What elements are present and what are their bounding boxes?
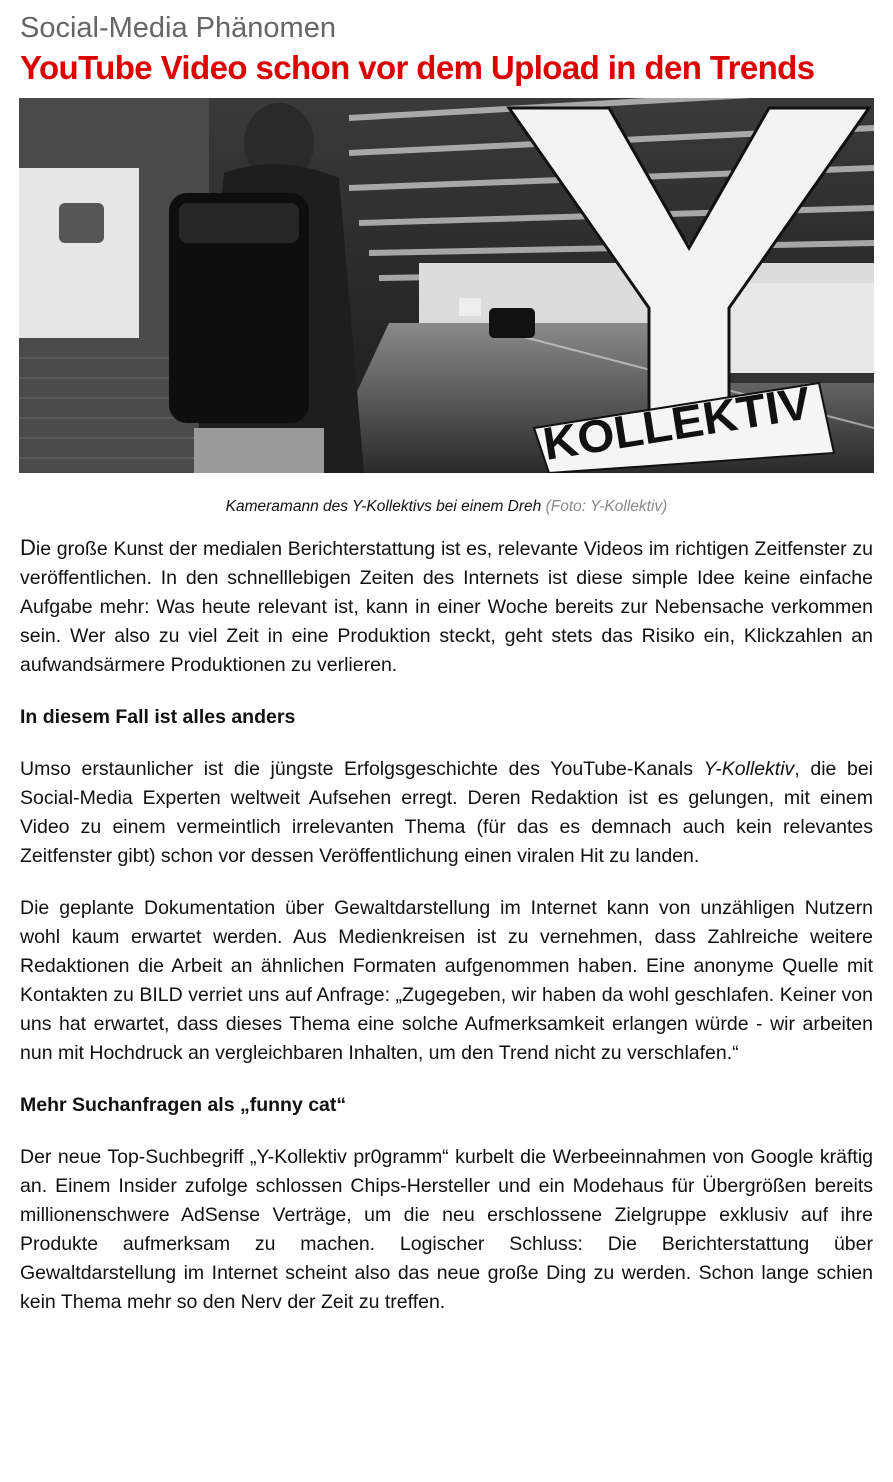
image-caption — [0, 496, 893, 518]
paragraph-quote: Die geplante Dokumentation über Gewaltdarstellung im Internet kann von unzähligen Nutzern wohl kaum erwartet werden. Aus Medienkreisen ist zu vernehmen, dass Zahlreiche weitere Redaktionen die Arbeit an ähnlichen Formaten aufgenommen haben. Eine anonyme Quelle mit Kontakten zu BILD verriet uns auf Anfrage: „Zugegeben, wir haben da wohl geschlafen. Keiner von uns hat erwartet, dass dieses Thema eine solche Aufmerksamkeit erlangen würde - wir arbeiten nun mit Hochdruck an vergleichbaren Inhalten, um den Trend nicht zu verschlafen.“ — [20, 897, 873, 1064]
subheading-2: Mehr Suchanfragen als „funny cat“ — [20, 1094, 347, 1116]
hero-photo — [19, 98, 874, 473]
paragraph-channel-start: Umso erstaunlicher ist die jüngste Erfolgsgeschichte des YouTube-Kanals — [20, 758, 694, 780]
logo-wordmark: KOLLEKTIV — [539, 377, 806, 470]
hero-image — [19, 98, 874, 473]
paragraph-channel — [20, 755, 873, 871]
article-body — [20, 533, 873, 1340]
paragraph-search: Der neue Top-Suchbegriff „Y-Kollektiv pr0gramm“ kurbelt die Werbeeinnahmen von Google kräftig an. Einem Insider zufolge schlossen Chips-Hersteller und ein Modehaus für Übergrößen bereits millionenschwere AdSense Verträge, um die neu erschlossene Zielgruppe exklusiv auf ihre Produkte aufmerksam zu machen. Logischer Schluss: Die Berichterstattung über Gewaltdarstellung im Internet scheint also das neue große Ding zu werden. Schon lange schien kein Thema mehr so den Nerv der Zeit zu treffen. — [20, 1146, 873, 1313]
channel-name: Y-Kollektiv — [703, 758, 795, 780]
article-kicker: Social-Media Phänomen — [20, 12, 336, 44]
subheading-1: In diesem Fall ist alles anders — [20, 706, 296, 728]
caption-credit: (Foto: Y-Kollektiv) — [545, 498, 668, 515]
article-headline: YouTube Video schon vor dem Upload in den Trends — [20, 49, 815, 86]
paragraph-intro: Die große Kunst der medialen Berichterstattung ist es, relevante Videos im richtigen Zeitfenster zu veröffentlichen. In den schnelllebigen Zeiten des Internets ist diese simple Idee keine einfache Aufgabe mehr: Was heute relevant ist, kann in einer Woche bereits zur Nebensache verkommen sein. Wer also zu viel Zeit in eine Produktion steckt, geht stets das Risiko ein, Klickzahlen an aufwandsärmere Produktionen zu verlieren. — [20, 535, 873, 676]
caption-text: Kameramann des Y-Kollektivs bei einem Dreh — [225, 498, 542, 515]
paragraph-channel-end: , die bei Social-Media Experten weltweit Aufsehen erregt. Deren Redaktion ist es gelungen, mit einem Video zu einem vermeintlich irrelevanten Thema (für das es demnach auch kein relevantes Zeitfenster gibt) schon vor dessen Veröffentlichung einen viralen Hit zu landen. — [20, 758, 874, 867]
